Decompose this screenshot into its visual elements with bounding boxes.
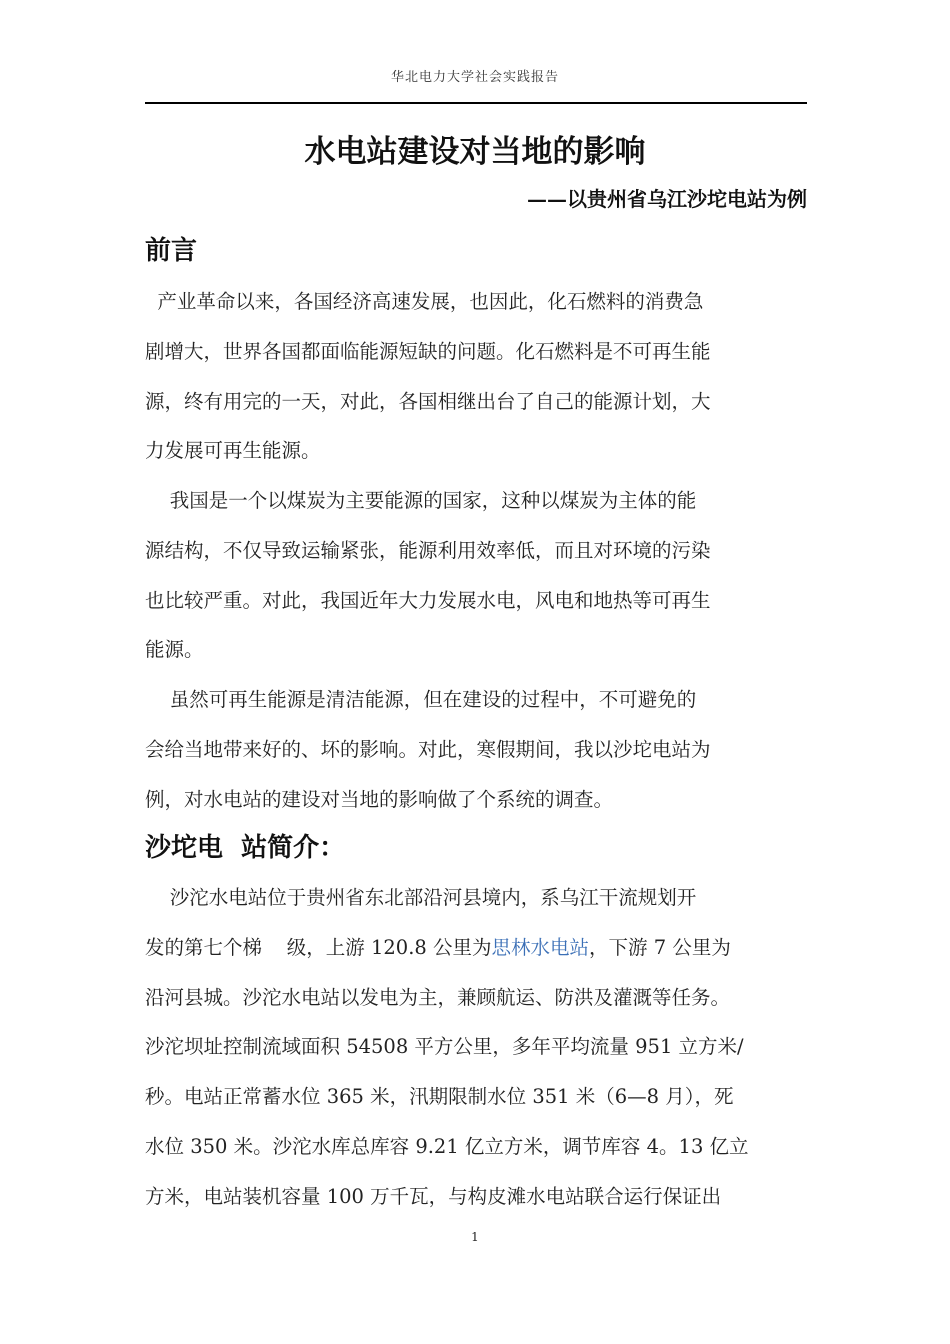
preface-paragraph-3: [145, 675, 807, 824]
text-line: 会给当地带来好的、坏的影响。对此，寒假期间，我以沙坨电站为: [145, 737, 711, 761]
section-heading-station-intro: 沙坨电 站简介：: [145, 833, 346, 863]
text-line-with-link: [145, 923, 807, 973]
page-number: 1: [471, 1230, 479, 1244]
text-line: 我国是一个以煤炭为主要能源的国家，这种以煤炭为主体的能: [145, 489, 697, 512]
text-line: 也比较严重。对此，我国近年大力发展水电，风电和地热等可再生: [145, 588, 711, 612]
silin-hydropower-link[interactable]: 思林水电站: [491, 935, 590, 959]
text-line: 例，对水电站的建设对当地的影响做了个系统的调查。: [145, 787, 614, 811]
document-subtitle: ——以贵州省乌江沙坨电站为例: [527, 187, 807, 211]
text-segment: 发的第七个梯 级，上游 120.8 公里为: [145, 935, 492, 959]
preface-paragraph-2: [145, 476, 807, 675]
text-line: 方米，电站装机容量 100 万千瓦，与构皮滩水电站联合运行保证出: [145, 1184, 722, 1208]
document-title: 水电站建设对当地的影响: [304, 134, 646, 170]
section-heading-preface: 前言: [145, 236, 198, 266]
text-line: 沿河县城。沙沱水电站以发电为主，兼顾航运、防洪及灌溉等任务。: [145, 985, 731, 1009]
text-line: 虽然可再生能源是清洁能源，但在建设的过程中，不可避免的: [145, 688, 697, 711]
text-line: 剧增大，世界各国都面临能源短缺的问题。化石燃料是不可再生能: [145, 339, 711, 363]
preface-paragraph-1: [145, 277, 807, 476]
text-line: 源结构，不仅导致运输紧张，能源利用效率低，而且对环境的污染: [145, 538, 711, 562]
text-line: 水位 350 米。沙沱水库总库容 9.21 亿立方米，调节库容 4。13 亿立: [145, 1134, 749, 1158]
text-line: 能源。: [145, 638, 204, 662]
header-divider: [145, 102, 807, 104]
text-line: 产业革命以来，各国经济高速发展，也因此，化石燃料的消费急: [145, 290, 704, 313]
running-header: 华北电力大学社会实践报告: [390, 70, 559, 85]
text-segment: ，下游 7 公里为: [589, 935, 731, 959]
text-line: 力发展可再生能源。: [145, 439, 321, 463]
text-line: 源，终有用完的一天，对此，各国相继出台了自己的能源计划，大: [145, 389, 711, 413]
station-intro-paragraph: [145, 873, 807, 1222]
text-line: 沙沱坝址控制流域面积 54508 平方公里，多年平均流量 951 立方米/: [145, 1035, 744, 1059]
text-line: 秒。电站正常蓄水位 365 米，汛期限制水位 351 米（6—8 月），死: [145, 1085, 734, 1109]
text-line: 沙沱水电站位于贵州省东北部沿河县境内，系乌江干流规划开: [145, 886, 697, 909]
